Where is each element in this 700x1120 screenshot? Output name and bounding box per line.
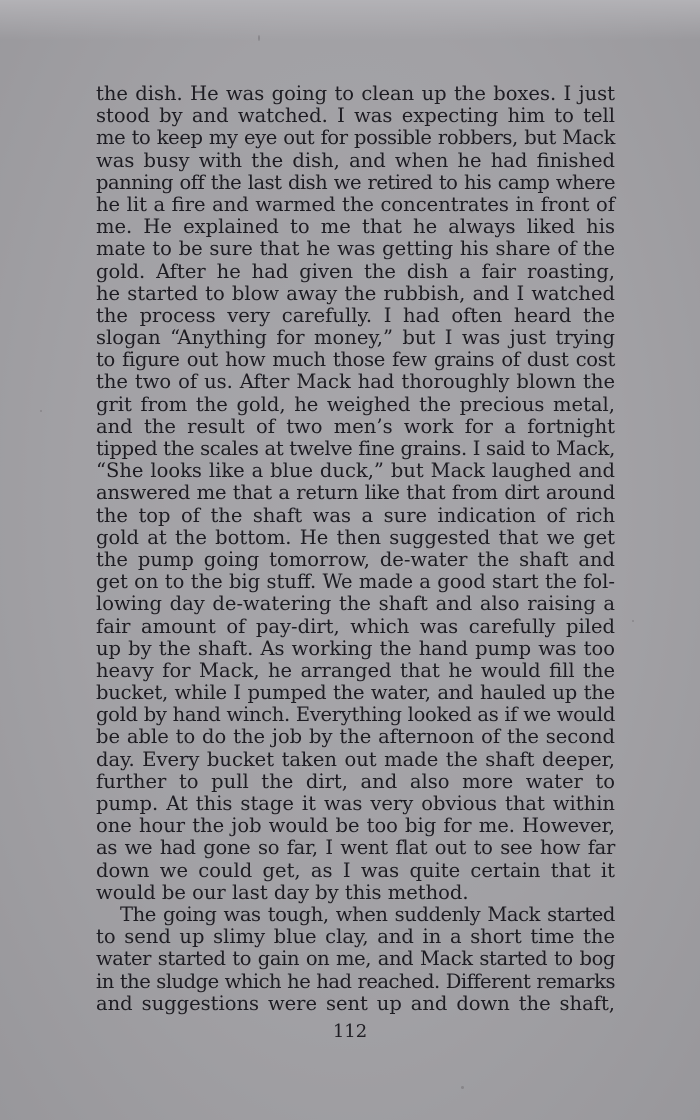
paper-speck xyxy=(461,1086,464,1089)
text-line: the dish. He was going to clean up the boxes. I just xyxy=(96,82,615,105)
text-line: gold. After he had given the dish a fair roasting, xyxy=(96,259,615,283)
paragraph-first-line: The going was tough, when suddenly Mack started xyxy=(120,902,615,926)
text-line: panning off the last dish we retired to his camp where xyxy=(96,170,615,194)
page-number: 112 xyxy=(332,1021,368,1042)
text-line: me to keep my eye out for possible robbers, but Mack xyxy=(96,126,615,150)
text-line: to figure out how much those few grains of dust cost xyxy=(96,348,615,372)
text-line: one hour the job would be too big for me. However, xyxy=(96,814,615,838)
text-line: and the result of two men’s work for a fortnight xyxy=(96,414,615,438)
text-line: pump. At this stage it was very obvious that within xyxy=(96,792,615,815)
text-line: fair amount of pay-dirt, which was carefully piled xyxy=(96,614,615,638)
text-line: was busy with the dish, and when he had finished xyxy=(96,148,615,172)
text-line: be able to do the job by the afternoon of the second xyxy=(96,725,615,749)
text-line: gold at the bottom. He then suggested that we get xyxy=(96,525,615,549)
text-line: “She looks like a blue duck,” but Mack laughed and xyxy=(96,459,615,483)
text-line: answered me that a return like that from dirt around xyxy=(96,481,615,505)
text-line: down we could get, as I was quite certain that it xyxy=(96,858,615,882)
text-line: he lit a fire and warmed the concentrates in front of xyxy=(96,192,615,216)
text-line: the two of us. After Mack had thoroughly blown the xyxy=(96,370,615,394)
text-line: grit from the gold, he weighed the precious metal, xyxy=(96,392,615,416)
text-line: to send up slimy blue clay, and in a short time the xyxy=(96,925,615,949)
text-line: the top of the shaft was a sure indication of rich xyxy=(96,503,615,527)
page-top-edge xyxy=(0,0,700,40)
text-line: lowing day de-watering the shaft and also raising a xyxy=(96,592,615,616)
text-line: he started to blow away the rubbish, and I watched xyxy=(96,281,615,305)
paper-speck xyxy=(40,410,42,412)
text-line: the process very carefully. I had often heard the xyxy=(96,303,615,327)
text-line: heavy for Mack, he arranged that he would fill the xyxy=(96,658,615,682)
text-line: and suggestions were sent up and down the shaft, xyxy=(96,991,615,1015)
text-line: tipped the scales at twelve fine grains. I said to Mack, xyxy=(96,437,615,460)
text-line: slogan “Anything for money,” but I was just trying xyxy=(96,326,615,350)
text-line: the pump going tomorrow, de-water the shaft and xyxy=(96,547,615,571)
text-line: further to pull the dirt, and also more water to xyxy=(96,769,615,793)
text-line: get on to the big stuff. We made a good start the fol- xyxy=(96,570,615,594)
paper-speck xyxy=(632,620,634,622)
text-line: as we had gone so far, I went flat out to see how far xyxy=(96,836,615,860)
text-line: day. Every bucket taken out made the shaft deeper, xyxy=(96,747,615,771)
text-line: bucket, while I pumped the water, and hauled up the xyxy=(96,681,615,705)
body-text xyxy=(96,83,615,1015)
text-line: gold by hand winch. Everything looked as if we would xyxy=(96,703,615,727)
text-line: in the sludge which he had reached. Different remarks xyxy=(96,969,615,993)
paper-speck xyxy=(258,35,260,41)
text-line: me. He explained to me that he always liked his xyxy=(96,215,615,239)
text-line: up by the shaft. As working the hand pump was too xyxy=(96,636,615,660)
text-line: water started to gain on me, and Mack started to bog xyxy=(96,947,615,971)
text-line: would be our last day by this method. xyxy=(96,880,469,904)
text-line: stood by and watched. I was expecting him to tell xyxy=(96,104,615,128)
text-line: mate to be sure that he was getting his share of the xyxy=(96,237,615,261)
